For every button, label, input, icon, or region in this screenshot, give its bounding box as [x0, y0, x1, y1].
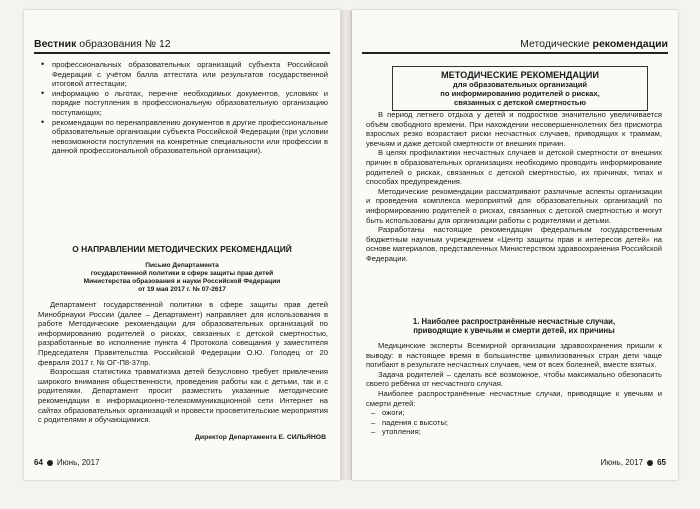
bullet-item: • профессиональных образовательных организаций субъекта Российской Федерации с учётом балла аттестата или результатов государственной итоговой аттестации;	[52, 60, 328, 89]
paragraph: В целях профилактики несчастных случаев и детской смертности от внешних причин в образовательных организациях необходимо проводить информирование родителей о рисках, связанных с детской смертностью, их причинах, типах и способах предупреждения.	[366, 148, 662, 187]
paragraph: В период летнего отдыха у детей и подростков значительно увеличивается объём свободного времени. При нахождении несовершеннолетних без присмотра взрослых резко возрастают риски несчастных случаев, приводящих к травмам, увечьям и даже детской смертности от внешних причин.	[366, 110, 662, 148]
letter-line: государственной политики в сфере защиты прав детей	[90, 270, 274, 277]
issue-date: Июнь, 2017	[56, 458, 100, 467]
right-page	[352, 10, 678, 480]
article-subtitle-line: для образовательных организаций	[452, 80, 588, 89]
right-running-header	[362, 38, 668, 54]
rubric-bold: рекомендации	[592, 38, 668, 50]
left-page	[24, 10, 340, 480]
left-folio	[34, 458, 99, 467]
paragraph: Методические рекомендации рассматривают различные аспекты организации и проведения комплекса мероприятий для образовательных организаций по информированию родителей о рисках, связанных с детской смертностью и могут быть использованы для организации работы с родителями и детьми.	[366, 186, 662, 225]
intro-text	[366, 110, 662, 264]
list-item: – падения с высоты;	[382, 418, 662, 428]
page-number: 64	[34, 458, 43, 467]
issue-date: Июнь, 2017	[600, 458, 644, 467]
bullet-item: • рекомендации по перенаправлению документов в другие профессиональные образовательные организации субъекта Российской Федерации (при условии невозможности поступления на конкретные специальности или профессии в данной профессиональной образовательной организации).	[52, 118, 328, 156]
letter-line: от 19 мая 2017 г. № 07-2617	[138, 286, 226, 293]
list-item: – утопления;	[382, 427, 662, 437]
letter-body	[38, 300, 328, 425]
paragraph: Медицинские эксперты Всемирной организации здравоохранения пришли к выводу: в настоящее время в большинстве цивилизованных стран дети чаще погибают в результате несчастных случаев, чем от всех болезней, вместе взятых.	[366, 341, 662, 370]
paragraph: Разработаны настоящие рекомендации федеральным государственным бюджетным научным учреждением «Центр защиты прав и интересов детей» на основе материалов, представленных Министерством здравоохранения Российской Федерации.	[366, 225, 662, 263]
paragraph: Задача родителей – сделать всё возможное, чтобы максимально обезопасить своего ребёнка от несчастного случая.	[366, 369, 662, 389]
rubric-light: Методические	[520, 38, 593, 50]
letter-reference	[44, 262, 320, 294]
right-folio	[601, 458, 666, 467]
left-running-header	[34, 38, 330, 54]
section-heading	[366, 317, 662, 336]
article-subtitle-line: связанных с детской смертностью	[454, 98, 586, 107]
signature: Директор Департамента Е. СИЛЬЯНОВ	[195, 434, 326, 441]
list-item: – ожоги;	[382, 408, 662, 418]
bullet-item: • информацию о льготах, перечне необходимых документов, условиях и порядке поступления в профессиональную образовательную организацию поступающих;	[52, 89, 328, 118]
dot-icon	[647, 460, 653, 466]
page-number: 65	[657, 458, 666, 467]
bullet-list	[38, 60, 328, 156]
letter-line: Министерства образования и науки Российской Федерации	[83, 278, 281, 285]
article-subtitle-line: по информированию родителей о рисках,	[440, 89, 600, 98]
paragraph: Наиболее распространённые несчастные случаи, приводящие к увечьям и смерти детей:	[366, 388, 662, 408]
paragraph: Департамент государственной политики в сфере защиты прав детей Минобрнауки России (далее – Департамент) направляет для использования в работе Методические рекомендации для образовательных организаций по информированию родителей о рисках, связанных с детской смертностью, разработанные во исполнение пункта 4 Протокола совещания у заместителя Председателя Правительства Российской Федерации О.Ю. Голодец от 20 февраля 2017 г. № ОГ-П8-37пр.	[38, 300, 328, 367]
accident-list	[366, 408, 662, 437]
journal-issue: образования № 12	[76, 38, 171, 50]
gutter	[340, 10, 352, 480]
letter-line: Письмо Департамента	[145, 262, 219, 269]
paragraph: Возросшая статистика травматизма детей безусловно требует привлечения широкого внимания общественности, проведения работы как с детьми, так и с родителями. Департамент просит разместить указанные методические рекомендации в информационно-телекоммуникационной сети Интернет на сайтах образовательных организаций и провести просветительские мероприятия с родителями и обучающимися.	[38, 367, 328, 425]
section-heading-line: 1. Наиболее распространённые несчастные случаи,	[412, 317, 616, 326]
journal-name: Вестник	[34, 38, 77, 50]
dot-icon	[47, 460, 53, 466]
section-heading-line: приводящие к увечьям и смерти детей, их причины	[413, 326, 615, 336]
section-heading: О НАПРАВЛЕНИИ МЕТОДИЧЕСКИХ РЕКОМЕНДАЦИЙ	[72, 244, 292, 254]
article-title: МЕТОДИЧЕСКИЕ РЕКОМЕНДАЦИИ	[441, 70, 599, 80]
section-text	[366, 341, 662, 437]
article-title-box	[392, 66, 648, 111]
